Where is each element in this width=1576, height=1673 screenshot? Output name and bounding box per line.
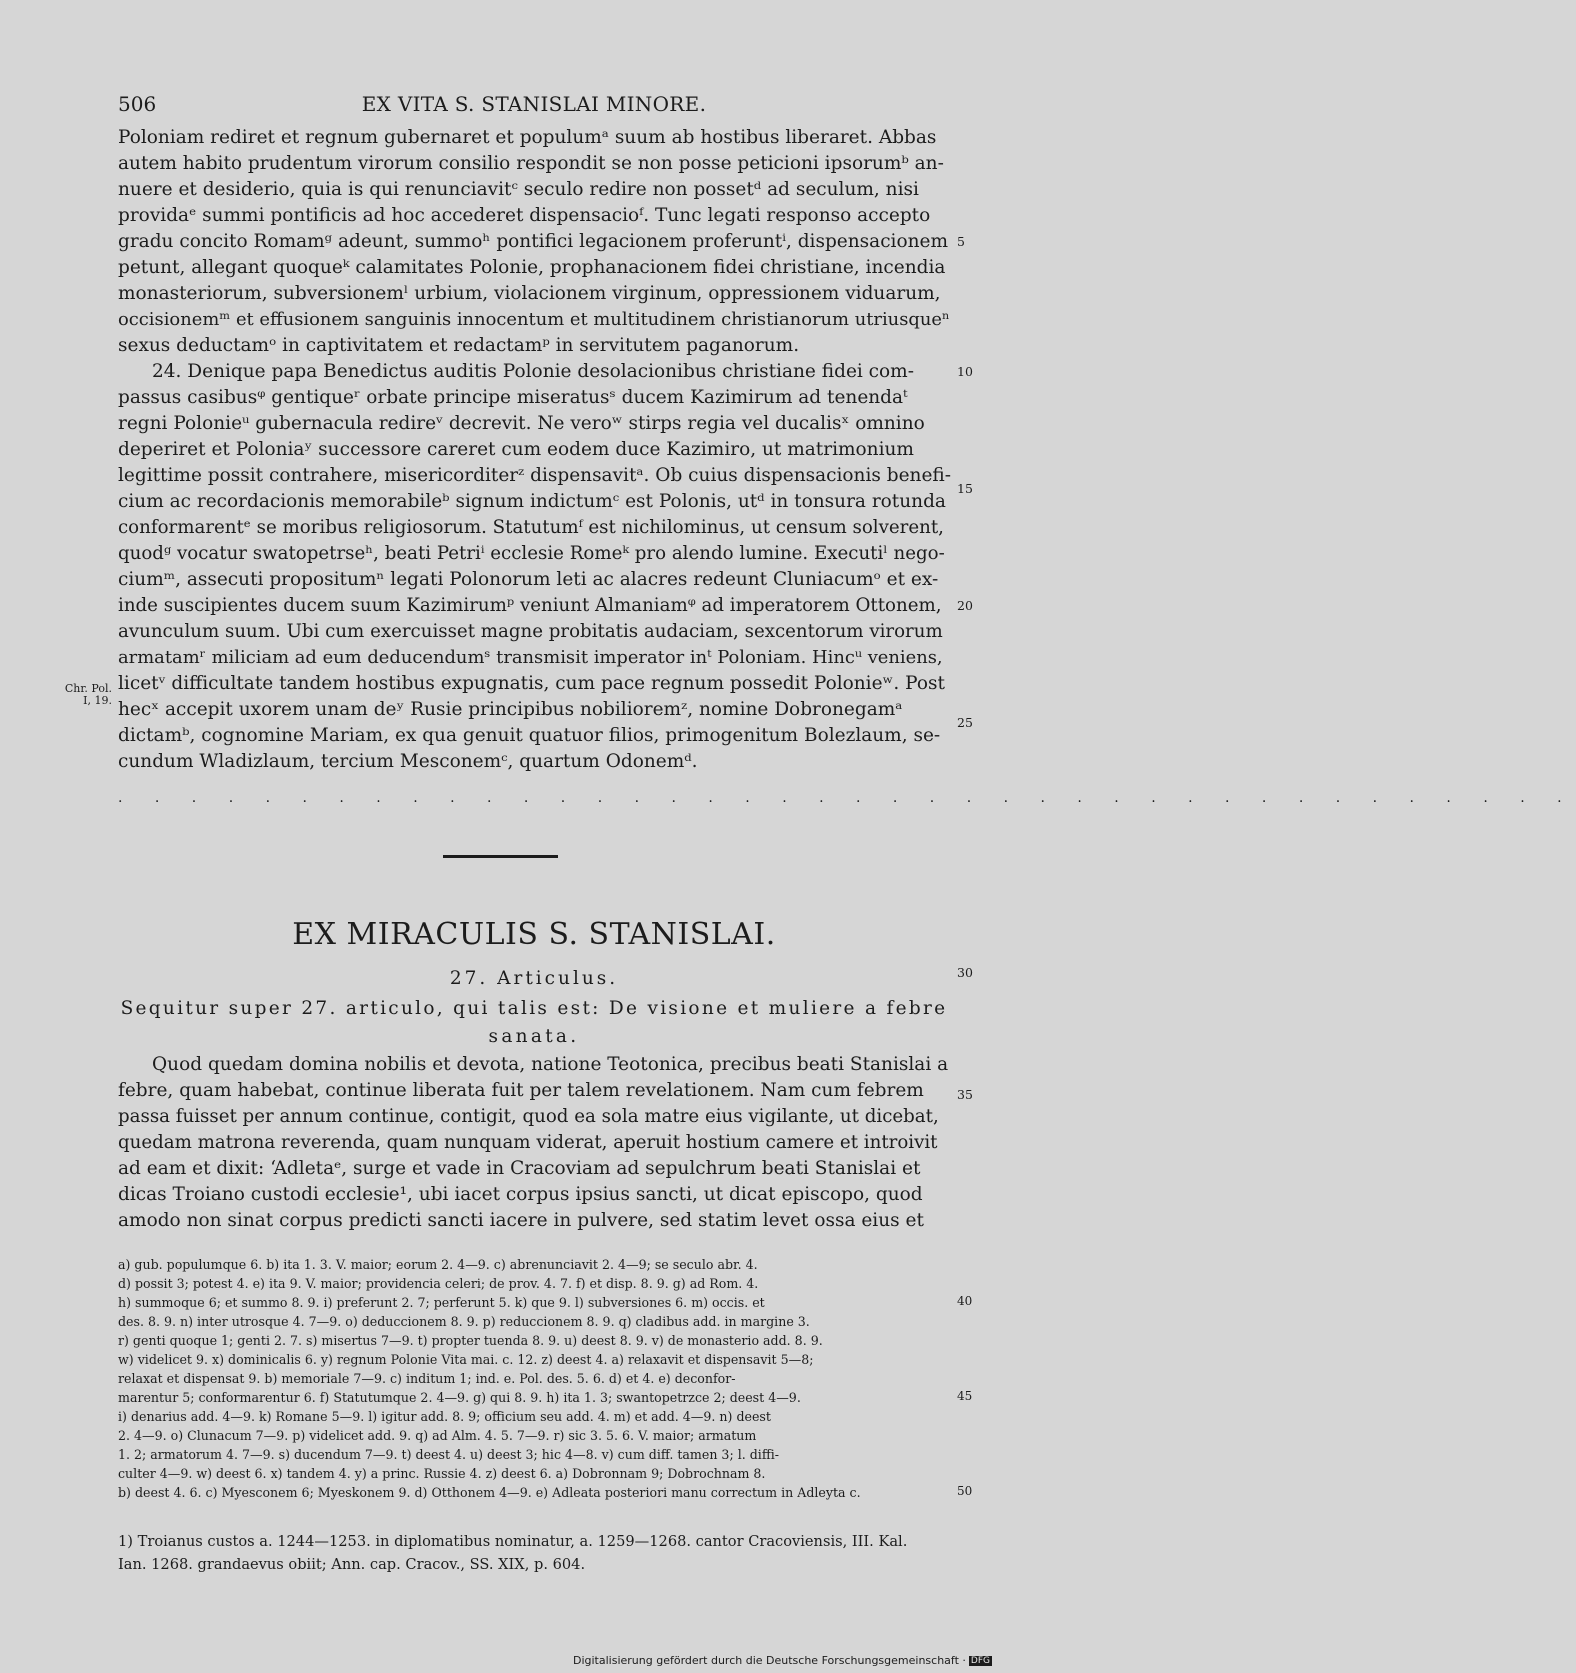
line-number: 25: [957, 715, 973, 730]
text-line: amodo non sinat corpus predicti sancti iacere in pulvere, sed statim levet ossa eius et: [118, 1210, 924, 1231]
line-number: 35: [957, 1087, 973, 1102]
text-line: a) gub. populumque 6. b) ita 1. 3. V. maior; eorum 2. 4—9. c) abrenunciavit 2. 4—9; se seculo abr. 4.: [118, 1257, 758, 1272]
text-line: 24. Denique papa Benedictus auditis Polonie desolacionibus christiane fidei com-: [152, 361, 914, 382]
text-line: licetᵛ difficultate tandem hostibus expugnatis, cum pace regnum possedit Polonieʷ. Post: [118, 673, 945, 694]
line-number: 15: [957, 481, 973, 496]
margin-note: [52, 683, 112, 707]
running-title: EX VITA S. STANISLAI MINORE.: [361, 92, 707, 116]
text-line: hecˣ accepit uxorem unam deʸ Rusie principibus nobilioremᶻ, nomine Dobronegamᵃ: [118, 699, 903, 720]
text-line: marentur 5; conformarentur 6. f) Statutumque 2. 4—9. g) qui 8. 9. h) ita 1. 3; swantopetrzce 2; deest 4—9.: [118, 1390, 801, 1405]
subheading-line: sanata.: [488, 1026, 580, 1047]
running-head: [118, 92, 950, 122]
text-line: b) deest 4. 6. c) Myesconem 6; Myeskonem 9. d) Otthonem 4—9. e) Adleata posteriori manu correctum in Adleyta c.: [118, 1485, 861, 1500]
text-line: autem habito prudentum virorum consilio respondit se non posse peticioni ipsorumᵇ an-: [118, 153, 944, 174]
text-line: monasteriorum, subversionemˡ urbium, violacionem virginum, oppressionem viduarum,: [118, 283, 941, 304]
text-line: quedam matrona reverenda, quam nunquam viderat, aperuit hostium camere et introivit: [118, 1132, 938, 1153]
subheading-line: Sequitur super 27. articulo, qui talis est: De visione et muliere a febre: [120, 998, 948, 1019]
text-line: Ian. 1268. grandaevus obiit; Ann. cap. Cracov., SS. XIX, p. 604.: [118, 1556, 586, 1573]
text-line: h) summoque 6; et summo 8. 9. i) preferunt 2. 7; perferunt 5. k) que 9. l) subversiones 6. m) occis. et: [118, 1295, 765, 1310]
text-line: dictamᵇ, cognomine Mariam, ex qua genuit quatuor filios, primogenitum Bolezlaum, se-: [118, 725, 941, 746]
dfg-logo: DFG: [970, 1656, 990, 1666]
text-line: 2. 4—9. o) Clunacum 7—9. p) videlicet add. 9. q) ad Alm. 4. 5. 7—9. r) sic 3. 5. 6. V. maior; armatum: [118, 1428, 757, 1443]
line-number: 5: [957, 234, 965, 249]
text-line: avunculum suum. Ubi cum exercuisset magne probitatis audaciam, sexcentorum virorum: [118, 621, 943, 642]
page-number: 506: [118, 92, 157, 116]
text-line: i) denarius add. 4—9. k) Romane 5—9. l) igitur add. 8. 9; officium seu add. 4. m) et add. 4—9. n) deest: [118, 1409, 771, 1424]
line-number: 30: [957, 965, 973, 980]
text-line: culter 4—9. w) deest 6. x) tandem 4. y) a princ. Russie 4. z) deest 6. a) Dobronnam 9; Dobrochnam 8.: [118, 1466, 766, 1481]
text-line: gradu concito Romamᵍ adeunt, summoʰ pontifici legacionem proferuntⁱ, dispensacionem: [118, 231, 949, 252]
text-line: dicas Troiano custodi ecclesie¹, ubi iacet corpus ipsius sancti, ut dicat episcopo, quod: [118, 1184, 923, 1205]
text-line: legittime possit contrahere, misericorditerᶻ dispensavitᵃ. Ob cuius dispensacionis benefi-: [118, 465, 952, 486]
section-title: EX MIRACULIS S. STANISLAI.: [292, 917, 776, 952]
text-line: conformarentᵉ se moribus religiosorum. Statutumᶠ est nichilominus, ut censum solverent,: [118, 517, 944, 538]
text-line: cundum Wladizlaum, tercium Mesconemᶜ, quartum Odonemᵈ.: [118, 751, 698, 772]
text-line: Quod quedam domina nobilis et devota, natione Teotonica, precibus beati Stanislai a: [152, 1054, 949, 1075]
section-divider: [443, 855, 558, 858]
text-line: relaxat et dispensat 9. b) memoriale 7—9. c) inditum 1; ind. e. Pol. des. 5. 6. d) et 4. e) deconfor-: [118, 1371, 736, 1386]
line-number: 20: [957, 598, 973, 613]
text-line: 1) Troianus custos a. 1244—1253. in diplomatibus nominatur, a. 1259—1268. cantor Cracoviensis, III. Kal.: [118, 1533, 908, 1550]
footer-credit-text: Digitalisierung gefördert durch die Deutsche Forschungsgemeinschaft ·: [572, 1654, 966, 1667]
text-line: w) videlicet 9. x) dominicalis 6. y) regnum Polonie Vita mai. c. 12. z) deest 4. a) relaxavit et dispensavit 5—8;: [118, 1352, 814, 1367]
text-line: petunt, allegant quoqueᵏ calamitates Polonie, prophanacionem fidei christiane, incendia: [118, 257, 946, 278]
text-line: ad eam et dixit: ‘Adletaᵉ, surge et vade in Cracoviam ad sepulchrum beati Stanislai et: [118, 1158, 921, 1179]
margin-note-line: I, 19.: [83, 694, 112, 707]
text-line: ciumᵐ, assecuti propositumⁿ legati Polonorum leti ac alacres redeunt Cluniacumᵒ et ex-: [118, 569, 939, 590]
text-line: deperiret et Poloniaʸ successore careret cum eodem duce Kazimiro, ut matrimonium: [118, 439, 914, 460]
text-line: des. 8. 9. n) inter utrosque 4. 7—9. o) deduccionem 8. 9. p) reduccionem 8. 9. q) cladibus add. in margine 3.: [118, 1314, 810, 1329]
line-number: 50: [957, 1484, 973, 1498]
text-line: febre, quam habebat, continue liberata fuit per talem revelationem. Nam cum febrem: [118, 1080, 924, 1101]
text-line: passa fuisset per annum continue, contigit, quod ea sola matre eius vigilante, ut dicebat,: [118, 1106, 939, 1127]
text-line: inde suscipientes ducem suum Kazimirumᵖ veniunt Almaniamᵠ ad imperatorem Ottonem,: [118, 595, 942, 616]
text-line: sexus deductamᵒ in captivitatem et redactamᵖ in servitutem paganorum.: [118, 335, 800, 356]
line-number: 45: [957, 1389, 973, 1403]
text-line: cium ac recordacionis memorabileᵇ signum indictumᶜ est Polonis, utᵈ in tonsura rotunda: [118, 491, 946, 512]
text-line: occisionemᵐ et effusionem sanguinis innocentum et multitudinem christianorum utriusqueⁿ: [118, 309, 950, 330]
text-line: quodᵍ vocatur swatopetrseʰ, beati Petriⁱ ecclesie Romeᵏ pro alendo lumine. Executiˡ nego-: [118, 543, 945, 564]
text-line: Poloniam rediret et regnum gubernaret et populumᵃ suum ab hostibus liberaret. Abbas: [118, 127, 937, 148]
text-line: providaᵉ summi pontificis ad hoc accederet dispensacioᶠ. Tunc legati responso accepto: [118, 205, 931, 226]
text-line: passus casibusᵠ gentiqueʳ orbate principe miseratusˢ ducem Kazimirum ad tenendaᵗ: [118, 387, 908, 408]
text-line: 1. 2; armatorum 4. 7—9. s) ducendum 7—9. t) deest 4. u) deest 3; hic 4—8. v) cum diff. tamen 3; l. diffi-: [118, 1447, 780, 1462]
line-number: 40: [957, 1294, 973, 1308]
article-heading: 27. Articulus.: [449, 968, 619, 989]
ellipsis-dots: . . . . . . . . . . . . . . . . . . . . . . . . . . . . . . . . . . . . . . . .: [118, 790, 1576, 806]
text-line: r) genti quoque 1; genti 2. 7. s) misertus 7—9. t) propter tuenda 8. 9. u) deest 8. 9. v) de monasterio add. 8. 9.: [118, 1333, 823, 1348]
margin-note-line: Chr. Pol.: [64, 682, 112, 695]
text-line: nuere et desiderio, quia is qui renunciavitᶜ seculo redire non possetᵈ ad seculum, nisi: [118, 179, 919, 200]
text-line: regni Polonieᵘ gubernacula redireᵛ decrevit. Ne veroʷ stirps regia vel ducalisˣ omnino: [118, 413, 925, 434]
line-number: 10: [957, 364, 973, 379]
text-line: d) possit 3; potest 4. e) ita 9. V. maior; providencia celeri; de prov. 4. 7. f) et disp. 8. 9. g) ad Rom. 4.: [118, 1276, 759, 1291]
text-line: armatamʳ miliciam ad eum deducendumˢ transmisit imperator inᵗ Poloniam. Hincᵘ veniens,: [118, 647, 943, 668]
footer-credit: [573, 1654, 992, 1667]
